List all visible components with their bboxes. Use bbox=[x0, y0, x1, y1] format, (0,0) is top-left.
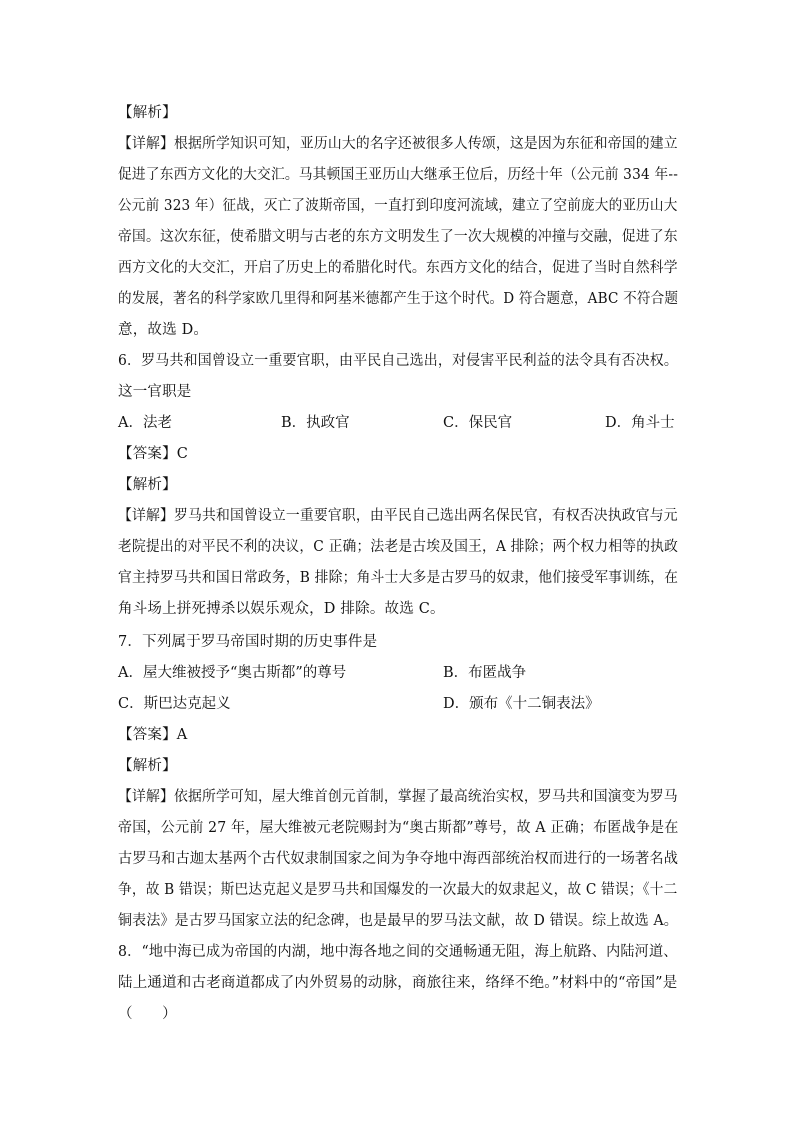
question-7-analysis-line: 争，故 B 错误；斯巴达克起义是罗马共和国爆发的一次最大的奴隶起义，故 C 错误；《十二 bbox=[118, 882, 678, 898]
question-6-option-c: C．保民官 bbox=[443, 415, 513, 431]
question-8-stem: 8．“地中海已成为帝国的内湖，地中海各地之间的交通畅通无阻，海上航路、内陆河道、 bbox=[118, 944, 678, 960]
question-6-analysis-line: 官主持罗马共和国日常政务，B 排除；角斗士大多是古罗马的奴隶，他们接受军事训练，在 bbox=[118, 570, 679, 586]
question-7-option-b: B．布匿战争 bbox=[443, 665, 527, 681]
question-8-stem: 陆上通道和古老商道都成了内外贸易的动脉，商旅往来，络绎不绝。”材料中的“帝国”是 bbox=[118, 975, 678, 991]
question-6-stem: 6．罗马共和国曾设立一重要官职，由平民自己选出，对侵害平民利益的法令具有否决权。 bbox=[118, 353, 679, 369]
question-6-answer: 【答案】C bbox=[118, 446, 189, 462]
question-6-option-b: B．执政官 bbox=[281, 415, 350, 431]
analysis-line: 促进了东西方文化的大交汇。马其顿国王亚历山大继承王位后，历经十年（公元前 334 年-- bbox=[118, 167, 679, 183]
analysis-line: 公元前 323 年）征战，灭亡了波斯帝国，一直打到印度河流域，建立了空前庞大的亚历山大 bbox=[118, 198, 678, 214]
question-7-stem: 7．下列属于罗马帝国时期的历史事件是 bbox=[118, 634, 378, 650]
question-6-analysis-label: 【解析】 bbox=[118, 477, 177, 493]
analysis-line: 【详解】根据所学知识可知，亚历山大的名字还被很多人传颂，这是因为东征和帝国的建立 bbox=[118, 136, 678, 152]
analysis-line: 帝国。这次东征，使希腊文明与古老的东方文明发生了一次大规模的冲撞与交融，促进了东 bbox=[118, 229, 678, 245]
analysis-label: 【解析】 bbox=[118, 105, 177, 121]
question-7-answer: 【答案】A bbox=[118, 727, 188, 743]
question-6-analysis-line: 【详解】罗马共和国曾设立一重要官职，由平民自己选出两名保民官，有权否决执政官与元 bbox=[118, 508, 678, 524]
question-6-analysis-line: 老院提出的对平民不利的决议，C 正确；法老是古埃及国王，A 排除；两个权力相等的执政 bbox=[118, 539, 679, 555]
question-8-blank: （ ） bbox=[118, 1006, 177, 1022]
question-7-option-a: A．屋大维被授予“奥古斯都”的尊号 bbox=[118, 665, 347, 681]
question-7-analysis-line: 帝国，公元前 27 年，屋大维被元老院赐封为“奥古斯都”尊号，故 A 正确；布匿战争是在 bbox=[118, 820, 679, 836]
question-7-option-c: C．斯巴达克起义 bbox=[118, 696, 231, 712]
question-6-option-a: A．法老 bbox=[118, 415, 172, 431]
question-7-analysis-label: 【解析】 bbox=[118, 758, 177, 774]
question-6-option-d: D．角斗士 bbox=[605, 415, 675, 431]
analysis-line: 意，故选 D。 bbox=[118, 322, 209, 338]
question-7-option-d: D．颁布《十二铜表法》 bbox=[443, 696, 600, 712]
analysis-line: 的发展，著名的科学家欧几里得和阿基米德都产生于这个时代。D 符合题意，ABC 不符合题 bbox=[118, 291, 679, 307]
question-6-analysis-line: 角斗场上拼死搏杀以娱乐观众，D 排除。故选 C。 bbox=[118, 601, 445, 617]
question-6-stem: 这一官职是 bbox=[118, 384, 192, 400]
question-7-analysis-line: 【详解】依据所学可知，屋大维首创元首制，掌握了最高统治实权，罗马共和国演变为罗马 bbox=[118, 789, 678, 805]
analysis-line: 西方文化的大交汇，开启了历史上的希腊化时代。东西方文化的结合，促进了当时自然科学 bbox=[118, 260, 678, 276]
question-7-analysis-line: 铜表法》是古罗马国家立法的纪念碑，也是最早的罗马法文献，故 D 错误。综上故选 A。 bbox=[118, 913, 678, 929]
question-7-analysis-line: 古罗马和古迦太基两个古代奴隶制国家之间为争夺地中海西部统治权而进行的一场著名战 bbox=[118, 851, 679, 867]
